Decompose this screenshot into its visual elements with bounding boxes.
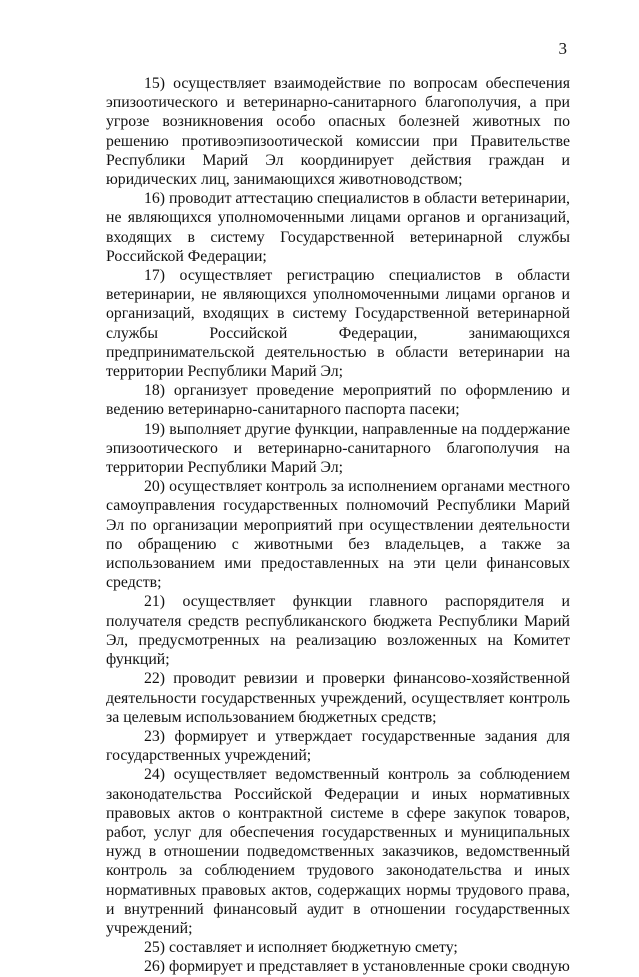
item-text: формирует и утверждает государственные задания для государственных учреждений;	[106, 727, 570, 765]
item-text: составляет и исполняет бюджетную смету;	[169, 939, 458, 957]
list-item-18	[106, 381, 570, 419]
item-number: 23)	[144, 727, 166, 745]
document-body	[106, 74, 570, 977]
item-text: формирует и представляет в установленные сроки сводную	[169, 958, 570, 976]
list-item-15	[106, 74, 570, 189]
list-item-19	[106, 420, 570, 478]
item-text: проводит аттестацию специалистов в области ветеринарии, не являющихся уполномоченными лицами органов и организаций, входящих в систему Государственной ветеринарной службы Российской Федерации;	[106, 190, 570, 265]
list-item-24	[106, 765, 570, 938]
item-number: 26)	[144, 958, 166, 976]
item-text: осуществляет контроль за исполнением органами местного самоуправления государственных полномочий Республики Марий Эл по организации мероприятий при осуществлении деятельности по обращению с животными без владельцев, а также за использованием ими предоставленных на эти цели финансовых средств;	[106, 478, 570, 592]
list-item-17	[106, 266, 570, 381]
list-item-20	[106, 477, 570, 592]
item-text: проводит ревизии и проверки финансово-хозяйственной деятельности государственных учреждений, осуществляет контроль за целевым использованием бюджетных средств;	[106, 670, 570, 726]
item-text: осуществляет регистрацию специалистов в области ветеринарии, не являющихся уполномоченными лицами органов и организаций, входящих в систему Государственной ветеринарной службы Российской Федерации, занимающихся предпринимательской деятельностью в области ветеринарии на территории Республики Марий Эл;	[106, 267, 571, 381]
list-item-26	[106, 957, 570, 976]
item-number: 17)	[144, 267, 166, 285]
item-text: осуществляет функции главного распорядителя и получателя средств республиканского бюджета Республики Марий Эл, предусмотренных на реализацию возложенных на Комитет функций;	[106, 593, 570, 669]
item-text: выполняет другие функции, направленные на поддержание эпизоотического и ветеринарно-санитарного благополучия на территории Республики Марий Эл;	[106, 420, 570, 477]
item-number: 25)	[144, 939, 166, 957]
list-item-23	[106, 727, 570, 765]
list-item-21	[106, 592, 570, 669]
list-item-25	[106, 938, 570, 957]
item-number: 15)	[144, 75, 166, 92]
item-number: 21)	[144, 593, 166, 611]
item-number: 20)	[144, 478, 166, 496]
item-number: 16)	[144, 190, 166, 208]
item-number: 19)	[144, 420, 166, 438]
item-number: 24)	[144, 766, 166, 784]
page-number: 3	[558, 39, 567, 58]
list-item-22	[106, 669, 570, 727]
item-number: 22)	[144, 670, 166, 688]
item-text: осуществляет ведомственный контроль за соблюдением законодательства Российской Федерации и иных нормативных правовых актов о контрактной системе в сфере закупок товаров, работ, услуг для обеспечения государственных и муниципальных нужд в отношении подведомственных заказчиков, ведомственный контроль за соблюдением трудового законодательства и иных нормативных правовых актов, содержащих нормы трудового права, и внутренний финансовый аудит в отношении государственных учреждений;	[106, 766, 570, 937]
list-item-16	[106, 189, 570, 266]
item-number: 18)	[144, 382, 166, 400]
item-text: осуществляет взаимодействие по вопросам обеспечения эпизоотического и ветеринарно-санитарного благополучия, а при угрозе возникновения особо опасных болезней животных по решению противоэпизоотической комиссии при Правительстве Республики Марий Эл координирует действия граждан и юридических лиц, занимающихся животноводством;	[106, 75, 570, 189]
item-text: организует проведение мероприятий по оформлению и ведению ветеринарно-санитарного паспорта пасеки;	[106, 382, 570, 419]
